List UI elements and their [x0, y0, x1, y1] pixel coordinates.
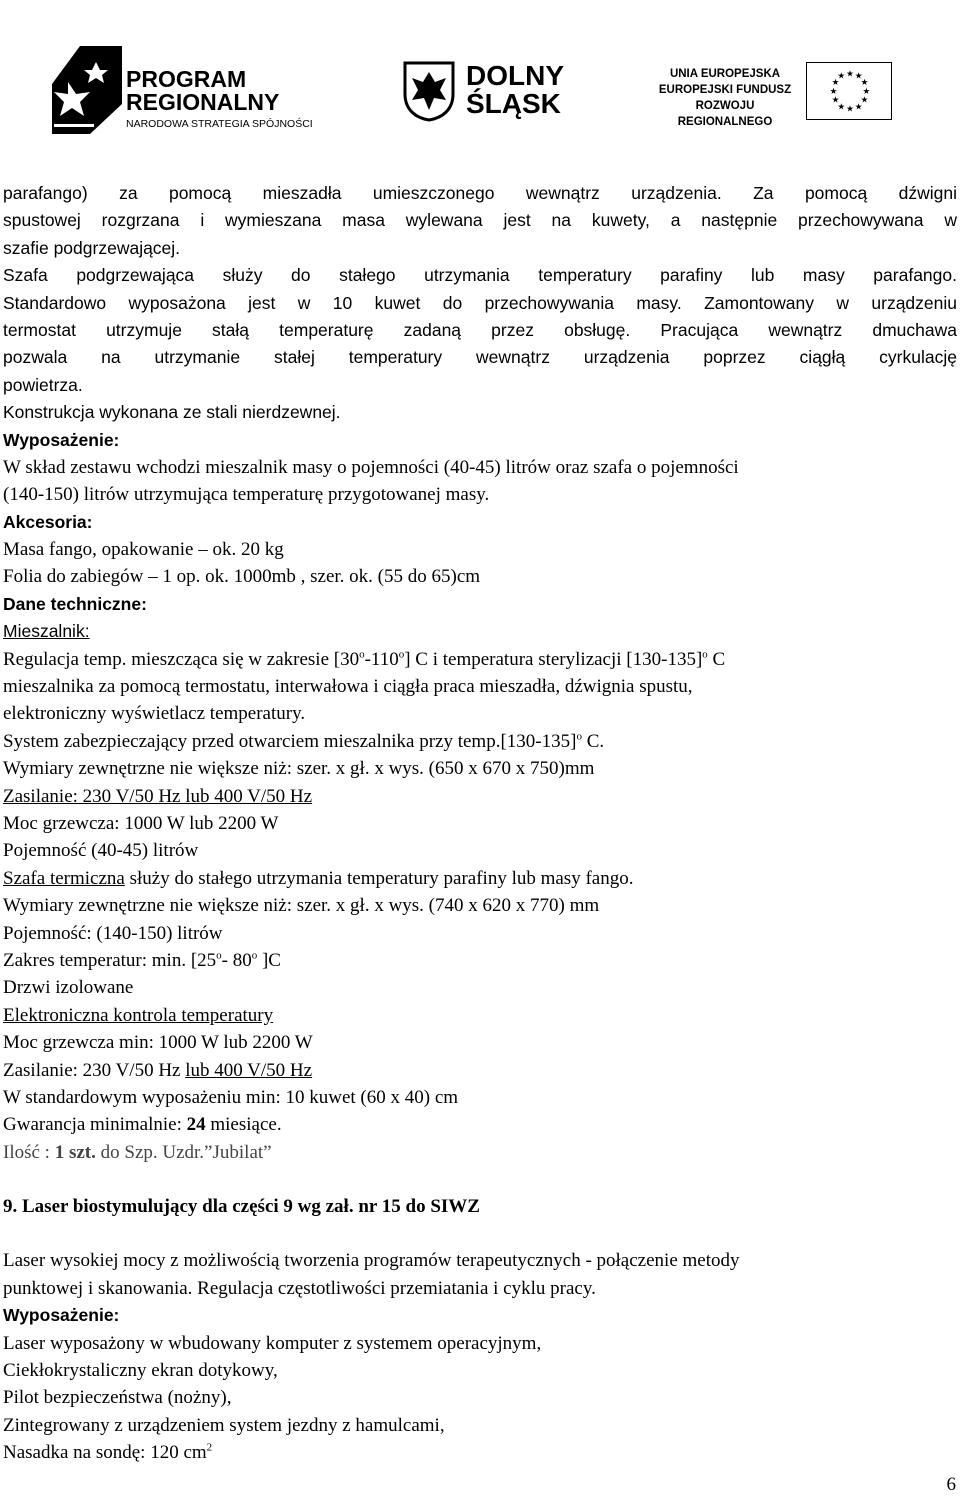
svg-text:★: ★: [837, 102, 846, 113]
paragraph-line: szafie podgrzewającej.: [3, 237, 181, 258]
spec-line: Wymiary zewnętrzne nie większe niż: szer. x gł. x wys. (740 x 620 x 770) mm: [3, 895, 600, 917]
list-item: Pilot bezpieczeństwa (nożny),: [3, 1387, 232, 1409]
section-heading-9: 9. Laser biostymulujący dla części 9 wg zał. nr 15 do SIWZ: [3, 1196, 480, 1218]
paragraph-line: Standardowo wyposażona jest w 10 kuwet do przechowywania masy. Zamontowany w urządzeniu: [3, 292, 957, 313]
paragraph-line: (140-150) litrów utrzymująca temperaturę przygotowanej masy.: [3, 484, 490, 506]
spec-line: Moc grzewcza min: 1000 W lub 2200 W: [3, 1032, 313, 1054]
spec-line: Gwarancja minimalnie: 24 miesiące.: [3, 1114, 282, 1136]
dolny-slask-eagle-icon: [402, 60, 456, 122]
spec-line: W standardowym wyposażeniu min: 10 kuwet (60 x 40) cm: [3, 1086, 459, 1108]
section-heading-dane-techniczne: Dane techniczne:: [3, 593, 147, 614]
paragraph-line: Laser wysokiej mocy z możliwością tworzenia programów terapeutycznych - połączenie metody: [3, 1250, 740, 1272]
paragraph-line: parafango) za pomocą mieszadła umieszczonego wewnątrz urządzenia. Za pomocą dźwigni: [3, 183, 957, 203]
section-heading-wyposazenie-2: Wyposażenie:: [3, 1305, 120, 1326]
svg-text:★: ★: [846, 69, 854, 80]
program-regionalny-logo-text: PROGRAM REGIONALNY: [126, 66, 280, 115]
paragraph-line: pozwala na utrzymanie stałej temperatury wewnątrz urządzenia poprzez ciągłą cyrkulację: [3, 347, 957, 368]
subheading-mieszalnik: Mieszalnik:: [3, 621, 90, 642]
svg-text:★: ★: [860, 78, 869, 89]
spacer: [3, 1220, 957, 1247]
paragraph-line: powietrza.: [3, 374, 83, 395]
spec-line: Pojemność: (140-150) litrów: [3, 922, 223, 944]
paragraph-line: Konstrukcja wykonana ze stali nierdzewnej.: [3, 402, 341, 423]
paragraph-line: Szafa podgrzewająca służy do stałego utrzymania temperatury parafiny lub masy parafango.: [3, 265, 957, 286]
svg-text:★: ★: [837, 71, 846, 82]
section-heading-wyposazenie: Wyposażenie:: [3, 429, 120, 450]
page-number: 6: [946, 1474, 956, 1495]
quantity-line: Ilość : 1 szt. do Szp. Uzdr.”Jubilat”: [3, 1141, 272, 1163]
spec-line: Zasilanie: 230 V/50 Hz lub 400 V/50 Hz: [3, 1059, 313, 1081]
spec-line: elektroniczny wyświetlacz temperatury.: [3, 703, 306, 725]
spec-line: Zakres temperatur: min. [25$^o$- 80$^o$ ]C: [3, 949, 281, 971]
list-item: Ciekłokrystaliczny ekran dotykowy,: [3, 1360, 278, 1382]
spec-line: Szafa termiczna służy do stałego utrzymania temperatury parafiny lub masy fango.: [3, 867, 634, 889]
list-item: Folia do zabiegów – 1 op. ok. 1000mb , szer. ok. (55 do 65)cm: [3, 566, 481, 588]
spec-line: Zasilanie: 230 V/50 Hz lub 400 V/50 Hz: [3, 785, 313, 807]
spec-line: Moc grzewcza: 1000 W lub 2200 W: [3, 812, 279, 834]
paragraph-line: punktowej i skanowania. Regulacja częstotliwości przemiatania i cyklu pracy.: [3, 1277, 596, 1299]
page-header: [0, 0, 960, 150]
spec-line: Drzwi izolowane: [3, 977, 134, 999]
program-regionalny-subtitle: NARODOWA STRATEGIA SPÓJNOŚCI: [126, 118, 313, 130]
list-item: Masa fango, opakowanie – ok. 20 kg: [3, 539, 284, 561]
paragraph-line: W skład zestawu wchodzi mieszalnik masy o pojemności (40-45) litrów oraz szafa o pojemności: [3, 456, 739, 478]
paragraph-line: termostat utrzymuje stałą temperaturę zadaną przez obsługę. Pracująca wewnątrz dmuchawa: [3, 319, 957, 340]
svg-text:★: ★: [831, 95, 840, 106]
spec-line: Regulacja temp. mieszcząca się w zakresie [30$^o$-110$^o$] C i temperatura sterylizacji $[130-135]^o$ C: [3, 648, 726, 670]
svg-text:★: ★: [829, 86, 838, 97]
spec-line: Pojemność (40-45) litrów: [3, 840, 199, 862]
svg-text:★: ★: [860, 95, 869, 106]
section-heading-akcesoria: Akcesoria:: [3, 511, 93, 532]
svg-text:★: ★: [862, 86, 871, 97]
spec-line: Wymiary zewnętrzne nie większe niż: szer. x gł. x wys. (650 x 670 x 750)mm: [3, 758, 595, 780]
spacer: [3, 1166, 957, 1193]
svg-text:★: ★: [854, 71, 863, 82]
list-item: Nasadka na sondę: 120 $cm^2$: [3, 1441, 213, 1464]
program-regionalny-emblem-icon: [50, 44, 122, 134]
spec-line: System zabezpieczający przed otwarciem mieszalnika przy $temp.[130-135]^o$ C.: [3, 730, 605, 752]
eu-fund-logo-text: UNIA EUROPEJSKA EUROPEJSKI FUNDUSZ ROZWOJU REGIONALNEGO: [658, 68, 792, 128]
paragraph-line: spustowej rozgrzana i wymieszana masa wylewana jest na kuwety, a następnie przechowywana w: [3, 210, 957, 231]
list-item: Laser wyposażony w wbudowany komputer z systemem operacyjnym,: [3, 1332, 542, 1354]
eu-flag-icon: [806, 62, 892, 120]
list-item: Zintegrowany z urządzeniem system jezdny z hamulcami,: [3, 1414, 445, 1436]
svg-text:★: ★: [831, 78, 840, 89]
svg-text:★: ★: [854, 102, 863, 113]
spec-line: Elektroniczna kontrola temperatury: [3, 1004, 274, 1026]
document-body: [3, 180, 957, 1467]
spec-line: mieszalnika za pomocą termostatu, interwałowa i ciągła praca mieszadła, dźwignia spustu,: [3, 676, 693, 698]
dolny-slask-logo-text: DOLNY ŚLĄSK: [466, 60, 564, 119]
svg-text:★: ★: [846, 104, 854, 115]
